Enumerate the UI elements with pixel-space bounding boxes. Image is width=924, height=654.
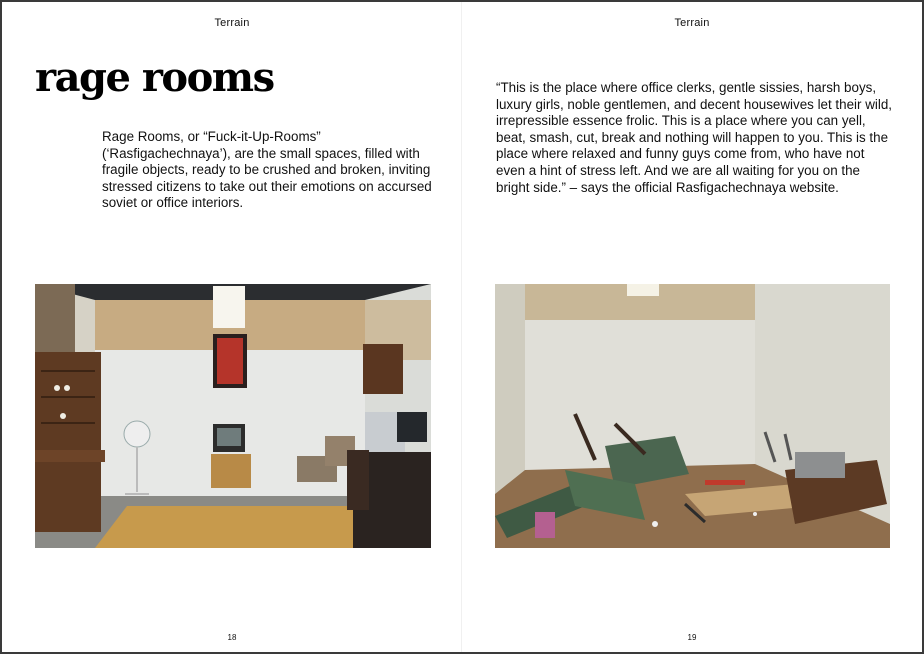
article-title: rage rooms bbox=[35, 54, 274, 101]
rage-room-destroyed-photo bbox=[495, 284, 890, 548]
magazine-spread bbox=[2, 2, 922, 652]
right-page bbox=[462, 2, 922, 652]
intro-paragraph: Rage Rooms, or “Fuck-it-Up-Rooms” (‘Rasfigachechnaya’), are the small spaces, filled with fragile objects, ready to be crushed and broken, inviting stressed citizens to take out their emotions on accursed soviet or office interiors. bbox=[102, 129, 432, 211]
quote-paragraph: “This is the place where office clerks, gentle sissies, harsh boys, luxury girls, noble gentlemen, and decent housewives let their wild, irrepressible essence frolic. This is a place where you can yell, beat, smash, cut, break and nothing will happen to you. This is the place where relaxed and funny guys come from, who have not even a hint of stress left. And we are all waiting for you on the bright side.” – says the official Rasfigachechnaya website. bbox=[496, 80, 892, 195]
rage-room-furnished-photo bbox=[35, 284, 431, 548]
page-number: 18 bbox=[227, 633, 237, 642]
destroyed-room-illustration bbox=[495, 284, 890, 548]
page-number: 19 bbox=[687, 633, 697, 642]
left-page bbox=[2, 2, 462, 652]
running-head: Terrain bbox=[674, 17, 710, 29]
running-head: Terrain bbox=[214, 17, 250, 29]
furnished-room-illustration bbox=[35, 284, 431, 548]
